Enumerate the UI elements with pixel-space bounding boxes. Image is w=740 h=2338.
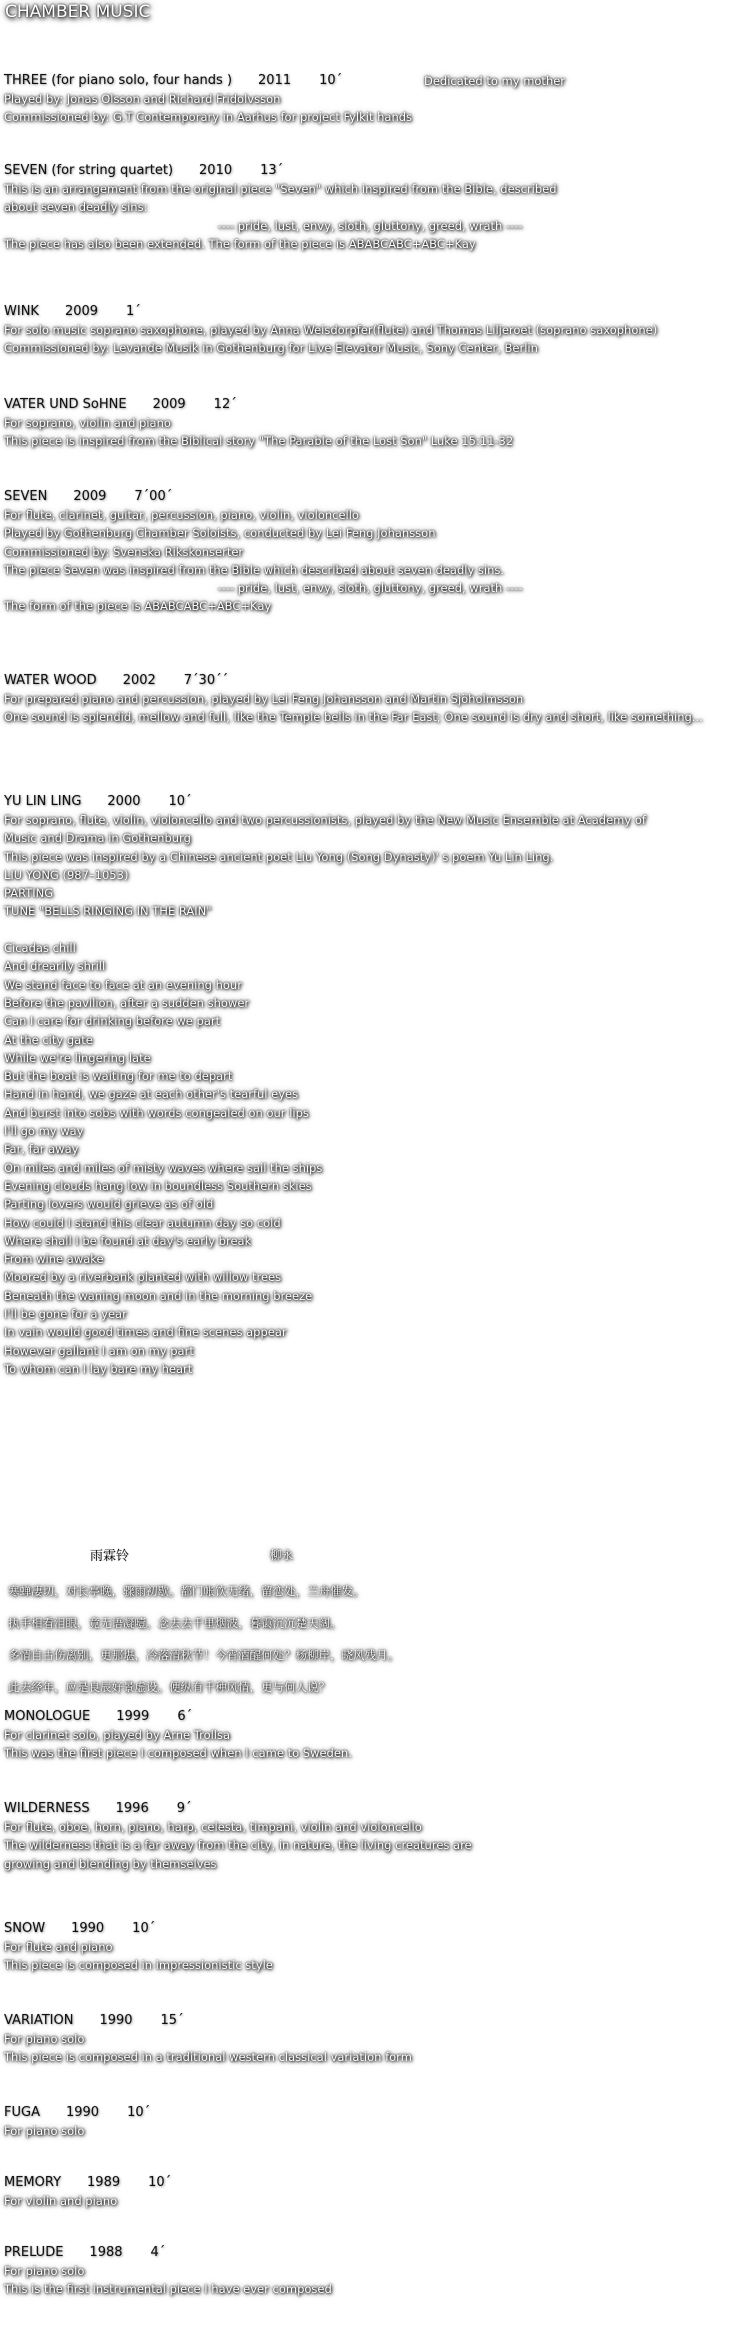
work-title: THREE (for piano solo, four hands ) <box>4 73 233 88</box>
work-description <box>4 90 736 127</box>
work-description <box>4 2192 736 2210</box>
work-description <box>4 1726 736 1763</box>
work-heading <box>4 162 736 180</box>
work-title: WINK <box>4 304 39 319</box>
description-line: This was the first piece I composed when I came to Sweden. <box>4 1746 352 1761</box>
chinese-poem-line: 多情自古伤离别，更那堪，冷落清秋节！今宵酒醒何处？杨柳岸，晓风残月。 <box>8 1648 399 1662</box>
description-line: Parting lovers would grieve as of old <box>4 1197 214 1212</box>
description-line: For flute, oboe, horn, piano, harp, celesta, timpani, violin and violoncello <box>4 1820 422 1834</box>
chinese-poem-lines <box>8 1575 708 1703</box>
work-description <box>4 2030 736 2067</box>
description-line: I'll be gone for a year <box>4 1307 127 1322</box>
work-year: 1990 <box>65 2105 100 2120</box>
description-line: ---- pride, lust, envy, sloth, gluttony, greed, wrath ---- <box>217 581 523 596</box>
description-line: TUNE "BELLS RINGING IN THE RAIN" <box>4 904 212 919</box>
work-year: 1996 <box>115 1801 149 1816</box>
work-year: 2009 <box>64 304 99 319</box>
description-line: But the boat is waiting for me to depart <box>4 1069 233 1084</box>
description-line: Music and Drama in Gothenburg <box>4 831 191 846</box>
work-heading <box>4 2244 736 2262</box>
description-line: One sound is splendid, mellow and full, like the Temple bells in the Far East; One sound is dry and short, like something... <box>4 710 703 725</box>
work-entry <box>4 2244 736 2299</box>
description-line: And drearily shrill <box>4 959 106 974</box>
description-line: On miles and miles of misty waves where sail the ships <box>4 1160 323 1175</box>
description-line: growing and blending by themselves <box>4 1856 217 1871</box>
work-title: YU LIN LING <box>4 794 82 809</box>
work-description <box>4 1818 736 1873</box>
work-title: VARIATION <box>4 2013 74 2028</box>
work-year: 1988 <box>89 2245 123 2260</box>
work-duration: 1´ <box>126 304 141 319</box>
work-entry <box>4 2174 736 2210</box>
description-line: This is the first instrumental piece I have ever composed <box>4 2282 332 2297</box>
work-description <box>4 180 736 253</box>
work-duration: 10´ <box>132 1921 156 1936</box>
description-line: And burst into sobs with words congealed on our lips <box>4 1105 309 1120</box>
description-line: We stand face to face at an evening hour <box>4 977 242 992</box>
work-duration: 7´00´ <box>134 489 173 504</box>
description-line <box>4 921 736 939</box>
description-line: For violin and piano <box>4 2194 118 2208</box>
work-year: 2009 <box>73 489 107 504</box>
work-dedication: Dedicated to my mother <box>424 74 566 88</box>
work-description <box>4 2262 736 2299</box>
work-title: WILDERNESS <box>4 1801 90 1816</box>
description-line: Cicadas chill <box>4 941 76 956</box>
work-heading <box>4 303 736 321</box>
description-line: The piece Seven was inspired from the Bible which described about seven deadly sins. <box>4 562 505 577</box>
work-duration: 4´ <box>150 2245 166 2260</box>
work-description <box>4 506 736 616</box>
description-line: For clarinet solo, played by Arne Trollsa <box>4 1728 231 1742</box>
description-line: At the city gate <box>4 1032 93 1047</box>
work-heading <box>4 1800 736 1818</box>
description-line: The wilderness that is a far away from the city, in nature, the living creatures are <box>4 1838 472 1853</box>
work-entry <box>4 488 736 616</box>
work-entry <box>4 303 736 358</box>
description-line: However gallant I am on my part <box>4 1343 194 1358</box>
description-line: This piece is inspired from the Biblical story "The Parable of the Lost Son" Luke 15:11-32 <box>4 434 514 449</box>
work-duration: 6´ <box>177 1709 193 1724</box>
description-line: In vain would good times and fine scenes appear <box>4 1325 287 1340</box>
work-duration: 10´ <box>168 794 192 809</box>
work-heading <box>4 1708 736 1726</box>
description-line: From wine awake <box>4 1252 104 1267</box>
work-year: 2002 <box>122 673 156 688</box>
work-year: 2010 <box>199 163 233 178</box>
work-entry <box>4 1920 736 1975</box>
work-title: PRELUDE <box>4 2245 64 2260</box>
chinese-poem-line: 执手相看泪眼，竟无语凝噎。念去去千里烟波，暮霭沉沉楚天阔。 <box>8 1616 342 1630</box>
work-heading <box>4 488 736 506</box>
page-title: CHAMBER MUSIC <box>5 2 151 22</box>
description-line: Where shall I be found at day's early break <box>4 1233 252 1248</box>
work-duration: 10´ <box>319 73 343 88</box>
work-year: 1999 <box>116 1709 150 1724</box>
work-year: 2011 <box>258 73 292 88</box>
description-line: PARTING <box>4 886 54 901</box>
work-title: SEVEN <box>4 489 48 504</box>
work-year: 1990 <box>71 1921 105 1936</box>
work-year: 2000 <box>107 794 141 809</box>
chinese-poem-line: 寒蝉凄切，对长亭晚，骤雨初歇。都门帐饮无绪，留恋处，兰舟催发。 <box>8 1584 365 1598</box>
description-line: Played by: Jonas Olsson and Richard Fridolvsson <box>4 92 281 106</box>
work-description <box>4 2122 736 2140</box>
description-line: This piece was inspired by a Chinese ancient poet Liu Yong (Song Dynasty)' s poem Yu Lin Ling. <box>4 849 554 864</box>
work-title: SNOW <box>4 1921 46 1936</box>
description-line: ---- pride, lust, envy, sloth, gluttony, greed, wrath ---- <box>217 218 523 233</box>
description-line: The piece has also been extended. The form of the piece is ABABCABC+ABC+Kay <box>4 236 476 251</box>
description-line: about seven deadly sins: <box>4 200 148 215</box>
work-entry <box>4 1800 736 1873</box>
work-title: MEMORY <box>4 2175 62 2190</box>
description-line: For solo music soprano saxophone, played by Anna Weisdorpfer(flute) and Thomas Liljeroet (soprano saxophone) <box>4 323 658 337</box>
work-description <box>4 811 736 1378</box>
work-title: SEVEN (for string quartet) <box>4 163 174 178</box>
work-heading <box>4 2104 736 2122</box>
work-entry <box>4 793 736 1378</box>
work-duration: 15´ <box>160 2013 184 2028</box>
description-line: Before the pavilion, after a sudden shower <box>4 995 250 1010</box>
description-line: Commissioned by: Levande Musik in Gothenburg for Live Elevator Music, Sony Center, Berlin <box>4 341 538 356</box>
chinese-poem-author: 柳永 <box>270 1548 293 1562</box>
work-title: FUGA <box>4 2105 40 2120</box>
work-year: 2009 <box>152 397 186 412</box>
work-entry <box>4 2012 736 2067</box>
work-duration: 13´ <box>260 163 284 178</box>
description-line: For piano solo <box>4 2264 85 2278</box>
work-title: MONOLOGUE <box>4 1709 91 1724</box>
description-line: This is an arrangement from the original piece "Seven" which inspired from the Bible, described <box>4 182 557 196</box>
work-year: 1990 <box>99 2013 133 2028</box>
work-heading <box>4 672 736 690</box>
work-heading <box>4 2012 736 2030</box>
description-line: While we're lingering late <box>4 1050 151 1065</box>
work-entry <box>4 672 736 727</box>
description-line: This piece is composed in a traditional western classical variation form <box>4 2050 412 2065</box>
description-line: For piano solo <box>4 2124 85 2138</box>
description-line: For soprano, flute, violin, violoncello and two percussionists, played by the New Music Ensemble at Academy of <box>4 813 646 827</box>
description-line: For flute, clarinet, guitar, percussion, piano, violin, violoncello <box>4 508 359 522</box>
description-line: For piano solo <box>4 2032 85 2046</box>
work-entry <box>4 1708 736 1763</box>
work-description <box>4 414 736 451</box>
work-entry <box>4 396 736 451</box>
description-line: For soprano, violin and piano <box>4 416 171 430</box>
work-heading <box>4 2174 736 2192</box>
work-entry <box>4 2104 736 2140</box>
description-line: I'll go my way <box>4 1124 84 1139</box>
description-line: Beneath the waning moon and in the morning breeze <box>4 1288 313 1303</box>
description-line: To whom can I lay bare my heart <box>4 1361 193 1376</box>
work-heading <box>4 1920 736 1938</box>
work-title: VATER UND SoHNE <box>4 397 127 412</box>
description-line: The form of the piece is ABABCABC+ABC+Kay <box>4 599 272 614</box>
description-line: For flute and piano <box>4 1940 113 1954</box>
work-heading <box>4 72 736 90</box>
work-duration: 7´30´´ <box>183 673 229 688</box>
description-line: Commissioned by: Svenska Rikskonserter <box>4 544 244 559</box>
work-heading <box>4 793 736 811</box>
chinese-poem-title: 雨霖铃 <box>90 1549 130 1564</box>
description-line: How could I stand this clear autumn day so cold <box>4 1215 281 1230</box>
description-line: Far, far away <box>4 1142 79 1157</box>
description-line: For prepared piano and percussion, played by Lei Feng Johansson and Martin Sjöholmsson <box>4 692 524 706</box>
description-line: Commissioned by: G.T Contemporary in Aarhus for project Fylkit hands <box>4 110 413 125</box>
work-entry <box>4 162 736 253</box>
work-entry <box>4 72 736 127</box>
work-duration: 10´ <box>127 2105 151 2120</box>
work-description <box>4 690 736 727</box>
description-line: Moored by a riverbank planted with willow trees <box>4 1270 282 1285</box>
work-duration: 9´ <box>176 1801 192 1816</box>
description-line: Evening clouds hang low in boundless Southern skies <box>4 1178 312 1193</box>
description-line: LIU YONG (987–1053) <box>4 867 129 882</box>
work-duration: 10´ <box>148 2175 172 2190</box>
work-heading <box>4 396 736 414</box>
description-line: Hand in hand, we gaze at each other's tearful eyes <box>4 1087 299 1102</box>
work-year: 1989 <box>87 2175 121 2190</box>
work-description <box>4 1938 736 1975</box>
description-line: Can I care for drinking before we part <box>4 1014 221 1029</box>
description-line: This piece is composed in impressionistic style <box>4 1958 273 1973</box>
work-title: WATER WOOD <box>4 673 97 688</box>
work-description <box>4 321 736 358</box>
description-line: Played by Gothenburg Chamber Soloists, conducted by Lei Feng Johansson <box>4 526 436 541</box>
work-duration: 12´ <box>213 397 237 412</box>
chinese-poem-line: 此去经年，应是良辰好景虚设。便纵有千种风情，更与何人说？ <box>8 1680 330 1694</box>
